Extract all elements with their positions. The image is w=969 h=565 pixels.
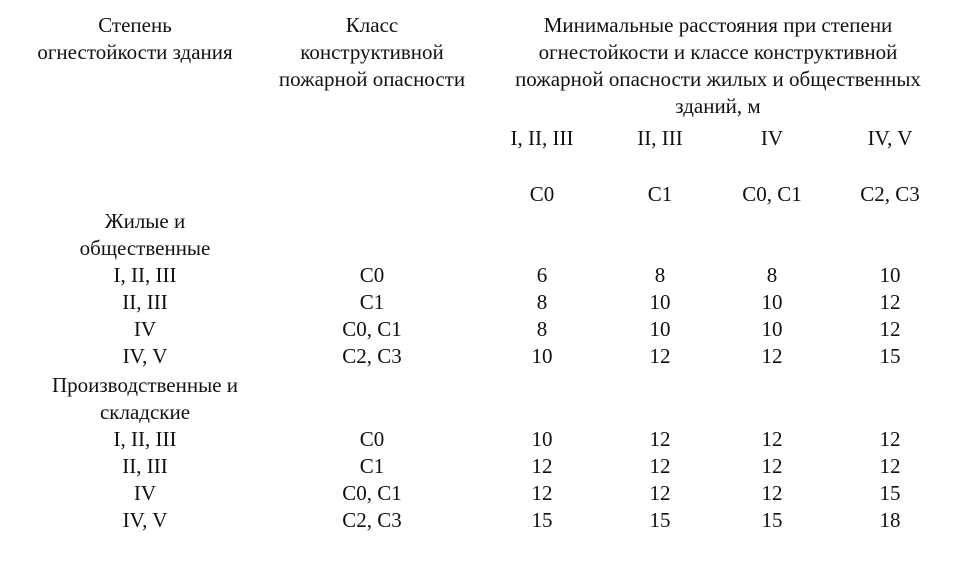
row-value: 12 bbox=[879, 317, 901, 341]
row-degree: IV, V bbox=[122, 344, 168, 368]
row-value: 8 bbox=[536, 290, 548, 314]
row-class: С2, С3 bbox=[342, 344, 402, 368]
row-value: 12 bbox=[761, 344, 783, 368]
group-title-line: Производственные и bbox=[51, 373, 239, 397]
subheader-class: С0, С1 bbox=[742, 182, 802, 206]
row-value: 12 bbox=[761, 481, 783, 505]
row-value: 12 bbox=[649, 344, 671, 368]
row-value: 10 bbox=[531, 344, 553, 368]
row-degree: IV bbox=[133, 481, 157, 505]
header-line: пожарной опасности bbox=[278, 67, 466, 91]
header-line: Класс bbox=[345, 13, 399, 37]
group-title-industrial-storage bbox=[20, 372, 270, 426]
row-value: 10 bbox=[879, 263, 901, 287]
row-value: 12 bbox=[649, 427, 671, 451]
row-degree: IV, V bbox=[122, 508, 168, 532]
subheader-degree: II, III bbox=[637, 126, 683, 150]
row-class: С0 bbox=[359, 427, 385, 451]
row-value: 15 bbox=[761, 508, 783, 532]
row-value: 10 bbox=[649, 290, 671, 314]
row-value: 12 bbox=[531, 481, 553, 505]
header-line: Минимальные расстояния при степени bbox=[543, 13, 893, 37]
row-value: 12 bbox=[761, 427, 783, 451]
header-fire-hazard-class bbox=[262, 12, 482, 93]
row-class: С2, С3 bbox=[342, 508, 402, 532]
subheader-degree: IV bbox=[760, 126, 784, 150]
row-class: С1 bbox=[359, 454, 385, 478]
row-degree: I, II, III bbox=[113, 427, 177, 451]
group-title-line: складские bbox=[99, 400, 191, 424]
row-value: 8 bbox=[766, 263, 778, 287]
row-class: С1 bbox=[359, 290, 385, 314]
row-value: 10 bbox=[649, 317, 671, 341]
group-title-residential-public bbox=[20, 208, 270, 262]
row-value: 12 bbox=[649, 454, 671, 478]
header-line: огнестойкости здания bbox=[37, 40, 233, 64]
row-value: 12 bbox=[761, 454, 783, 478]
header-line: зданий, м bbox=[675, 94, 761, 118]
row-value: 8 bbox=[654, 263, 666, 287]
row-value: 15 bbox=[649, 508, 671, 532]
header-line: пожарной опасности жилых и общественных bbox=[515, 67, 921, 91]
row-value: 10 bbox=[761, 290, 783, 314]
header-line: конструктивной bbox=[300, 40, 444, 64]
subheader-degree: I, II, III bbox=[510, 126, 574, 150]
row-degree: II, III bbox=[122, 454, 168, 478]
row-value: 12 bbox=[649, 481, 671, 505]
subheader-class: С1 bbox=[647, 182, 673, 206]
row-value: 12 bbox=[879, 427, 901, 451]
header-minimum-distances bbox=[483, 12, 953, 120]
row-value: 10 bbox=[761, 317, 783, 341]
row-value: 12 bbox=[879, 454, 901, 478]
header-line: Степень bbox=[98, 13, 172, 37]
row-value: 8 bbox=[536, 317, 548, 341]
subheader-class: С2, С3 bbox=[860, 182, 920, 206]
row-class: С0, С1 bbox=[342, 317, 402, 341]
row-value: 6 bbox=[536, 263, 548, 287]
row-class: С0 bbox=[359, 263, 385, 287]
row-value: 15 bbox=[879, 344, 901, 368]
subheader-class: С0 bbox=[529, 182, 555, 206]
row-value: 12 bbox=[531, 454, 553, 478]
row-degree: IV bbox=[133, 317, 157, 341]
row-degree: I, II, III bbox=[113, 263, 177, 287]
header-fire-resistance-degree bbox=[10, 12, 260, 66]
row-value: 15 bbox=[531, 508, 553, 532]
row-value: 12 bbox=[879, 290, 901, 314]
header-line: огнестойкости и классе конструктивной bbox=[538, 40, 898, 64]
row-value: 18 bbox=[879, 508, 901, 532]
row-value: 10 bbox=[531, 427, 553, 451]
group-title-line: Жилые и bbox=[104, 209, 186, 233]
row-value: 15 bbox=[879, 481, 901, 505]
group-title-line: общественные bbox=[79, 236, 211, 260]
subheader-degree: IV, V bbox=[867, 126, 913, 150]
row-degree: II, III bbox=[122, 290, 168, 314]
row-class: С0, С1 bbox=[342, 481, 402, 505]
